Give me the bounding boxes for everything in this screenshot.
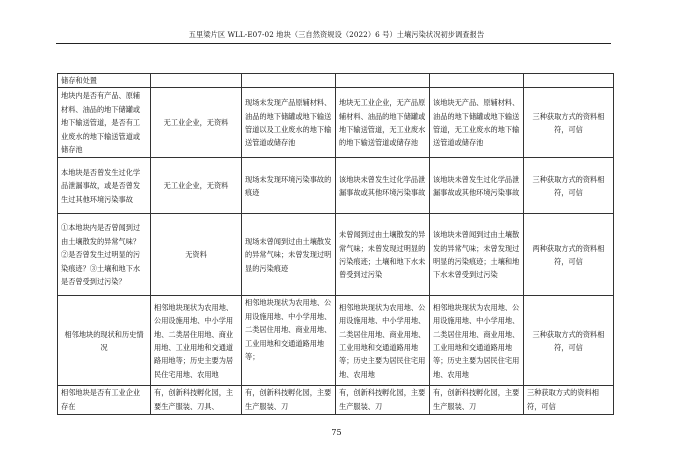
document-data-cell: 相邻地块现状为农用地、公用设施用地、中小学用地、二类居住用地、商业用地、工业用地和交通道路用地等；历史主要为居民住宅用地、农用地 — [151, 296, 242, 386]
site-visit-cell: 现场未发现环境污染事故的痕迹 — [242, 158, 336, 214]
table-row — [58, 74, 614, 88]
interview-cell-b: 该地块无产品、原辅材料、油品的地下储罐或地下输送管道，无工业废水的地下输送管道或储存池 — [430, 88, 524, 158]
page-number: 75 — [331, 428, 342, 437]
document-data-cell: 无工业企业，无资料 — [151, 158, 242, 214]
interview-cell-b: 相邻地块现状为农用地、公用设施用地、中小学用地、二类居住用地、商业用地、工业用地和交通道路用地等；历史主要为居民住宅用地、农用地 — [430, 296, 524, 386]
interview-cell-a: 有，创新科技孵化园，主要生产服装、刀 — [336, 386, 430, 415]
row-item-cell: ①本地块内是否曾闻到过由土壤散发的异常气味？②是否曾发生过明显的污染痕迹？③土壤和地下水是否曾受到过污染？ — [58, 214, 151, 296]
interview-cell-b: 该地块未曾闻到过由土壤散发的异常气味；未曾发现过明显的污染痕迹；土壤和地下水未曾受到过污染 — [430, 214, 524, 296]
header-rule — [56, 43, 611, 44]
report-header: 五里梁片区 WLL-E07-02 地块（三自然资规设（2022）6 号）土壤污染状况初步调查报告 — [188, 30, 485, 39]
consistency-cell: 三种获取方式的资料相符，可信 — [524, 158, 614, 214]
site-visit-cell — [242, 74, 336, 88]
interview-cell-b: 有，创新科技孵化园，主要生产服装、刀 — [430, 386, 524, 415]
interview-cell-a: 相邻地块现状为农用地、公用设施用地、中小学用地、二类居住用地、商业用地、工业用地和交通道路用地等；历史主要为居民住宅用地、农用地 — [336, 296, 430, 386]
interview-cell-a: 未曾闻到过由土壤散发的异常气味；未曾发现过明显的污染痕迹；土壤和地下水未曾受到过污染 — [336, 214, 430, 296]
table-row — [58, 386, 614, 415]
consistency-cell: 两种获取方式的资料相符，可信 — [524, 214, 614, 296]
consistency-cell — [524, 74, 614, 88]
table-row — [58, 296, 614, 386]
document-data-cell — [151, 74, 242, 88]
document-data-cell: 无工业企业，无资料 — [151, 88, 242, 158]
table-row — [58, 158, 614, 214]
interview-cell-b: 该地块未曾发生过化学品泄漏事故或其他环境污染事故 — [430, 158, 524, 214]
table-row — [58, 214, 614, 296]
row-item-cell: 储存和处置 — [58, 74, 151, 88]
site-visit-cell: 相邻地块现状为农用地、公用设施用地、中小学用地、二类居住用地、商业用地、工业用地和交通道路用地等； — [242, 296, 336, 386]
row-item-cell: 本地块是否曾发生过化学品泄漏事故，或是否曾发生过其他环境污染事故 — [58, 158, 151, 214]
site-visit-cell: 现场未发现产品原辅材料、油品的地下储罐或地下输送管道以及工业废水的地下输送管道或储存池 — [242, 88, 336, 158]
interview-cell-a: 该地块未曾发生过化学品泄漏事故或其他环境污染事故 — [336, 158, 430, 214]
consistency-cell: 三种获取方式的资料相符，可信 — [524, 386, 614, 415]
interview-cell-a — [336, 74, 430, 88]
site-visit-cell: 有，创新科技孵化园，主要生产服装、刀 — [242, 386, 336, 415]
consistency-cell: 三种获取方式的资料相符，可信 — [524, 88, 614, 158]
row-item-cell: 相邻地块是否有工业企业存在 — [58, 386, 151, 415]
consistency-cell: 三种获取方式的资料相符，可信 — [524, 296, 614, 386]
site-visit-cell: 现场未曾闻到过由土壤散发的异常气味；未曾发现过明显的污染痕迹 — [242, 214, 336, 296]
interview-cell-a: 地块无工业企业，无产品原辅材料、油品的地下储罐或地下输送管道，无工业废水的地下输送管道或储存池 — [336, 88, 430, 158]
investigation-table — [57, 73, 614, 415]
document-data-cell: 无资料 — [151, 214, 242, 296]
table-row — [58, 88, 614, 158]
row-item-cell: 地块内是否有产品、原辅材料、油品的地下储罐或地下输送管道，是否有工业废水的地下输送管道或储存池 — [58, 88, 151, 158]
interview-cell-b — [430, 74, 524, 88]
document-data-cell: 有，创新科技孵化园，主要生产服装、刀具、 — [151, 386, 242, 415]
row-item-cell: 相邻地块的现状和历史情况 — [58, 296, 151, 386]
